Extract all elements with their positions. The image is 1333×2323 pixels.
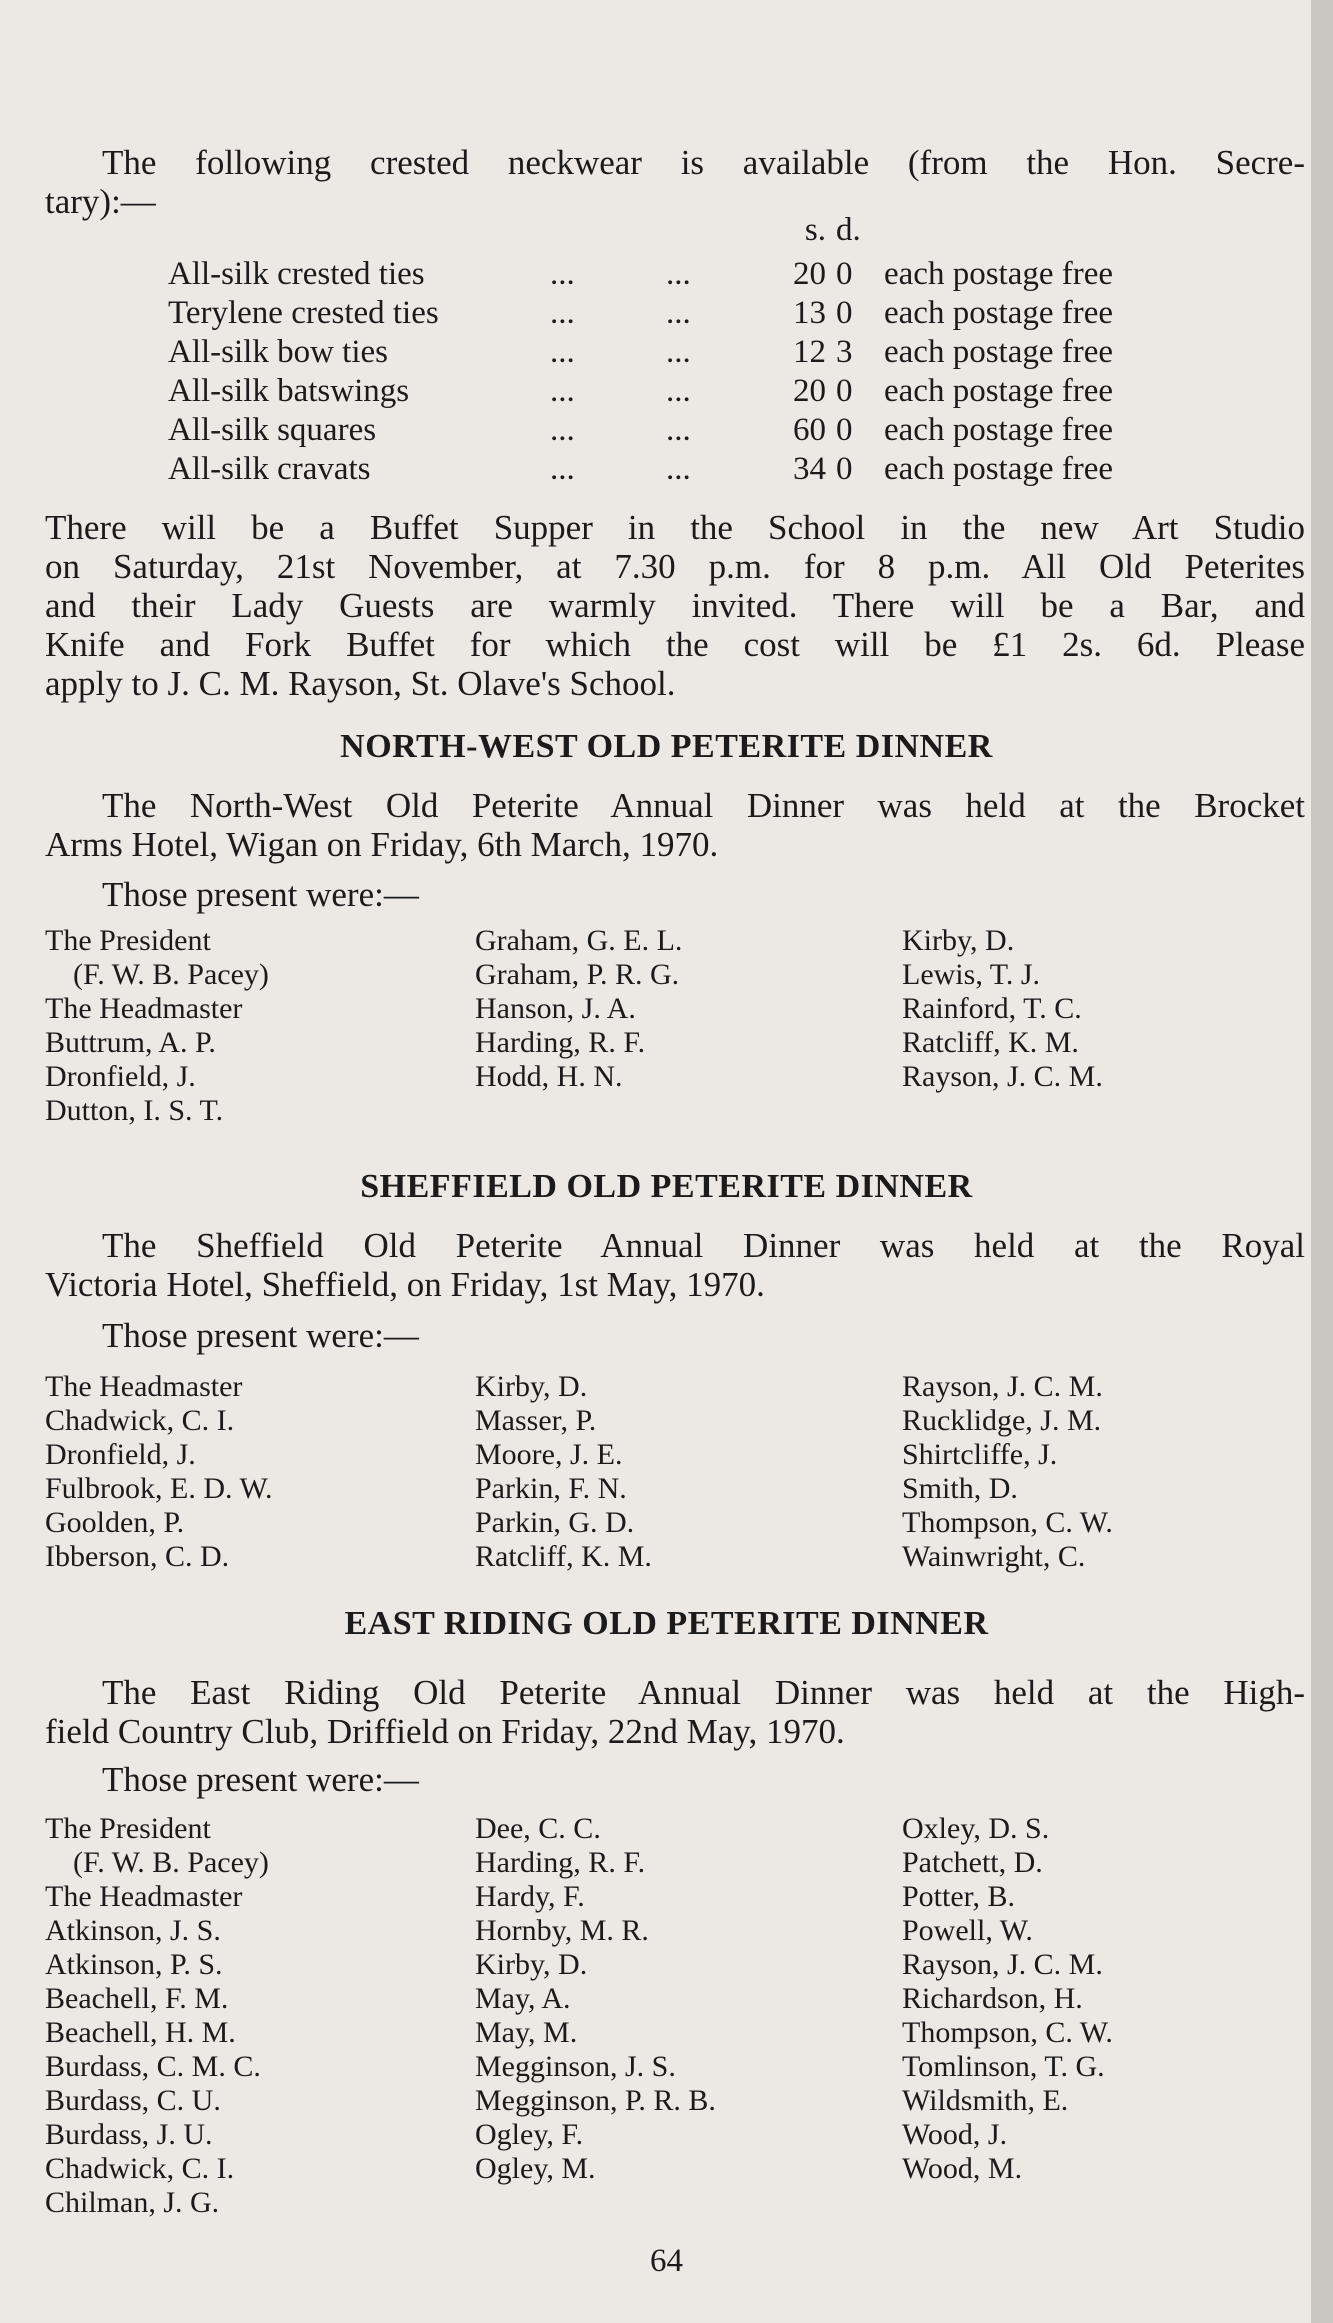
attendee-name: The President xyxy=(45,1812,211,1845)
intro-line-1: The following crested neckwear is available (from the Hon. Secre- xyxy=(102,143,1305,182)
item-name: All-silk bow ties xyxy=(168,334,388,370)
attendee-name: Burdass, C. M. C. xyxy=(45,2050,261,2083)
leader-dots: ... xyxy=(666,451,691,487)
attendee-name: Graham, P. R. G. xyxy=(475,958,680,991)
price-pence: 0 xyxy=(836,256,853,292)
leader-dots: ... xyxy=(550,256,575,292)
sheffield-line-1: The Sheffield Old Peterite Annual Dinner was held at the Royal xyxy=(102,1226,1305,1265)
price-pence: 0 xyxy=(836,451,853,487)
attendee-name: Dronfield, J. xyxy=(45,1438,196,1471)
price-note: each postage free xyxy=(884,256,1114,292)
price-note: each postage free xyxy=(884,412,1114,448)
page-number: 64 xyxy=(650,2243,683,2279)
eastriding-present: Those present were:— xyxy=(102,1760,419,1799)
attendee-name: (F. W. B. Pacey) xyxy=(73,1846,269,1879)
northwest-line-1: The North-West Old Peterite Annual Dinner was held at the Brocket xyxy=(102,786,1305,825)
price-pence: 0 xyxy=(836,373,853,409)
northwest-present: Those present were:— xyxy=(102,875,419,914)
price-shillings: 13 xyxy=(793,295,826,331)
sheffield-line-2: Victoria Hotel, Sheffield, on Friday, 1st May, 1970. xyxy=(45,1265,765,1304)
attendee-name: Atkinson, J. S. xyxy=(45,1914,221,1947)
leader-dots: ... xyxy=(666,334,691,370)
buffet-line: Knife and Fork Buffet for which the cost will be £1 2s. 6d. Please xyxy=(45,625,1305,664)
attendee-name: Lewis, T. J. xyxy=(902,958,1041,991)
pence-header: d. xyxy=(836,212,861,248)
attendee-name: Wildsmith, E. xyxy=(902,2084,1069,2117)
attendee-name: Oxley, D. S. xyxy=(902,1812,1050,1845)
attendee-name: Burdass, J. U. xyxy=(45,2118,213,2151)
eastriding-col-2 xyxy=(475,1812,716,2186)
item-name: Terylene crested ties xyxy=(168,295,439,331)
attendee-name: Chilman, J. G. xyxy=(45,2186,220,2219)
leader-dots: ... xyxy=(550,373,575,409)
attendee-name: (F. W. B. Pacey) xyxy=(73,958,269,991)
leader-dots: ... xyxy=(550,295,575,331)
northwest-col-3 xyxy=(902,924,1103,1094)
attendee-name: Beachell, F. M. xyxy=(45,1982,229,2015)
attendee-name: Goolden, P. xyxy=(45,1506,185,1539)
attendee-name: Megginson, J. S. xyxy=(475,2050,676,2083)
attendee-name: Hanson, J. A. xyxy=(475,992,636,1025)
attendee-name: Wainwright, C. xyxy=(902,1540,1086,1573)
attendee-name: Ratcliff, K. M. xyxy=(902,1026,1079,1059)
attendee-name: Rayson, J. C. M. xyxy=(902,1370,1103,1403)
attendee-name: Thompson, C. W. xyxy=(902,2016,1113,2049)
attendee-name: May, M. xyxy=(475,2016,578,2049)
price-shillings: 20 xyxy=(793,256,826,292)
attendee-name: Thompson, C. W. xyxy=(902,1506,1113,1539)
attendee-name: Graham, G. E. L. xyxy=(475,924,683,957)
price-shillings: 20 xyxy=(793,373,826,409)
attendee-name: Buttrum, A. P. xyxy=(45,1026,216,1059)
attendee-name: Ratcliff, K. M. xyxy=(475,1540,652,1573)
price-note: each postage free xyxy=(884,373,1114,409)
leader-dots: ... xyxy=(666,373,691,409)
attendee-name: Powell, W. xyxy=(902,1914,1033,1947)
attendee-name: Dutton, I. S. T. xyxy=(45,1094,224,1127)
attendee-name: Ogley, M. xyxy=(475,2152,596,2185)
item-name: All-silk cravats xyxy=(168,451,371,487)
item-name: All-silk batswings xyxy=(168,373,410,409)
northwest-col-1 xyxy=(45,924,269,1128)
item-name: All-silk squares xyxy=(168,412,377,448)
attendee-name: Moore, J. E. xyxy=(475,1438,623,1471)
attendee-name: Ibberson, C. D. xyxy=(45,1540,230,1573)
attendee-name: Potter, B. xyxy=(902,1880,1015,1913)
sheffield-col-3 xyxy=(902,1370,1113,1574)
attendee-name: Harding, R. F. xyxy=(475,1026,646,1059)
price-note: each postage free xyxy=(884,451,1114,487)
eastriding-line-2: field Country Club, Driffield on Friday, 22nd May, 1970. xyxy=(45,1712,845,1751)
price-note: each postage free xyxy=(884,334,1114,370)
attendee-name: Kirby, D. xyxy=(475,1370,588,1403)
attendee-name: Parkin, G. D. xyxy=(475,1506,635,1539)
attendee-name: Beachell, H. M. xyxy=(45,2016,236,2049)
leader-dots: ... xyxy=(666,295,691,331)
attendee-name: Megginson, P. R. B. xyxy=(475,2084,716,2117)
attendee-name: Wood, J. xyxy=(902,2118,1008,2151)
attendee-name: Chadwick, C. I. xyxy=(45,2152,235,2185)
eastriding-heading: EAST RIDING OLD PETERITE DINNER xyxy=(344,1605,989,1642)
attendee-name: Wood, M. xyxy=(902,2152,1023,2185)
price-shillings: 12 xyxy=(793,334,826,370)
attendee-name: Masser, P. xyxy=(475,1404,597,1437)
price-shillings: 60 xyxy=(793,412,826,448)
attendee-name: The Headmaster xyxy=(45,1370,243,1403)
attendee-name: Richardson, H. xyxy=(902,1982,1083,2015)
attendee-name: Harding, R. F. xyxy=(475,1846,646,1879)
attendee-name: Tomlinson, T. G. xyxy=(902,2050,1105,2083)
leader-dots: ... xyxy=(550,451,575,487)
attendee-name: Hornby, M. R. xyxy=(475,1914,649,1947)
attendee-name: The President xyxy=(45,924,211,957)
buffet-line: on Saturday, 21st November, at 7.30 p.m. for 8 p.m. All Old Peterites xyxy=(45,547,1305,586)
page-edge-shadow xyxy=(1311,0,1333,2323)
attendee-name: Rucklidge, J. M. xyxy=(902,1404,1102,1437)
attendee-name: Chadwick, C. I. xyxy=(45,1404,235,1437)
shillings-header: s. xyxy=(804,212,826,248)
leader-dots: ... xyxy=(550,412,575,448)
price-shillings: 34 xyxy=(793,451,826,487)
sheffield-heading: SHEFFIELD OLD PETERITE DINNER xyxy=(360,1168,973,1205)
northwest-heading: NORTH-WEST OLD PETERITE DINNER xyxy=(340,728,993,765)
buffet-line: and their Lady Guests are warmly invited. There will be a Bar, and xyxy=(45,586,1305,625)
attendee-name: May, A. xyxy=(475,1982,571,2015)
leader-dots: ... xyxy=(550,334,575,370)
attendee-name: Burdass, C. U. xyxy=(45,2084,221,2117)
northwest-line-2: Arms Hotel, Wigan on Friday, 6th March, 1970. xyxy=(45,825,719,864)
attendee-name: Hodd, H. N. xyxy=(475,1060,623,1093)
eastriding-line-1: The East Riding Old Peterite Annual Dinner was held at the High- xyxy=(102,1673,1305,1712)
attendee-name: The Headmaster xyxy=(45,1880,243,1913)
attendee-name: Hardy, F. xyxy=(475,1880,585,1913)
attendee-name: Patchett, D. xyxy=(902,1846,1043,1879)
item-name: All-silk crested ties xyxy=(168,256,425,292)
attendee-name: Rayson, J. C. M. xyxy=(902,1948,1103,1981)
intro-line-2: tary):— xyxy=(45,182,156,221)
attendee-name: Rainford, T. C. xyxy=(902,992,1082,1025)
attendee-name: Dee, C. C. xyxy=(475,1812,601,1845)
attendee-name: Ogley, F. xyxy=(475,2118,584,2151)
northwest-col-2 xyxy=(475,924,682,1094)
buffet-line: There will be a Buffet Supper in the School in the new Art Studio xyxy=(45,508,1305,547)
attendee-name: Kirby, D. xyxy=(475,1948,588,1981)
buffet-line: apply to J. C. M. Rayson, St. Olave's School. xyxy=(45,664,676,703)
price-pence: 0 xyxy=(836,412,853,448)
attendee-name: Dronfield, J. xyxy=(45,1060,196,1093)
price-pence: 0 xyxy=(836,295,853,331)
attendee-name: Parkin, F. N. xyxy=(475,1472,627,1505)
attendee-name: Atkinson, P. S. xyxy=(45,1948,223,1981)
sheffield-col-2 xyxy=(475,1370,652,1574)
leader-dots: ... xyxy=(666,412,691,448)
price-note: each postage free xyxy=(884,295,1114,331)
eastriding-col-1 xyxy=(45,1812,269,2220)
eastriding-col-3 xyxy=(902,1812,1113,2186)
sheffield-col-1 xyxy=(45,1370,273,1574)
sheffield-present: Those present were:— xyxy=(102,1316,419,1355)
attendee-name: Shirtcliffe, J. xyxy=(902,1438,1058,1471)
price-pence: 3 xyxy=(836,334,853,370)
attendee-name: Kirby, D. xyxy=(902,924,1015,957)
leader-dots: ... xyxy=(666,256,691,292)
attendee-name: Fulbrook, E. D. W. xyxy=(45,1472,273,1505)
attendee-name: Rayson, J. C. M. xyxy=(902,1060,1103,1093)
attendee-name: Smith, D. xyxy=(902,1472,1018,1505)
attendee-name: The Headmaster xyxy=(45,992,243,1025)
